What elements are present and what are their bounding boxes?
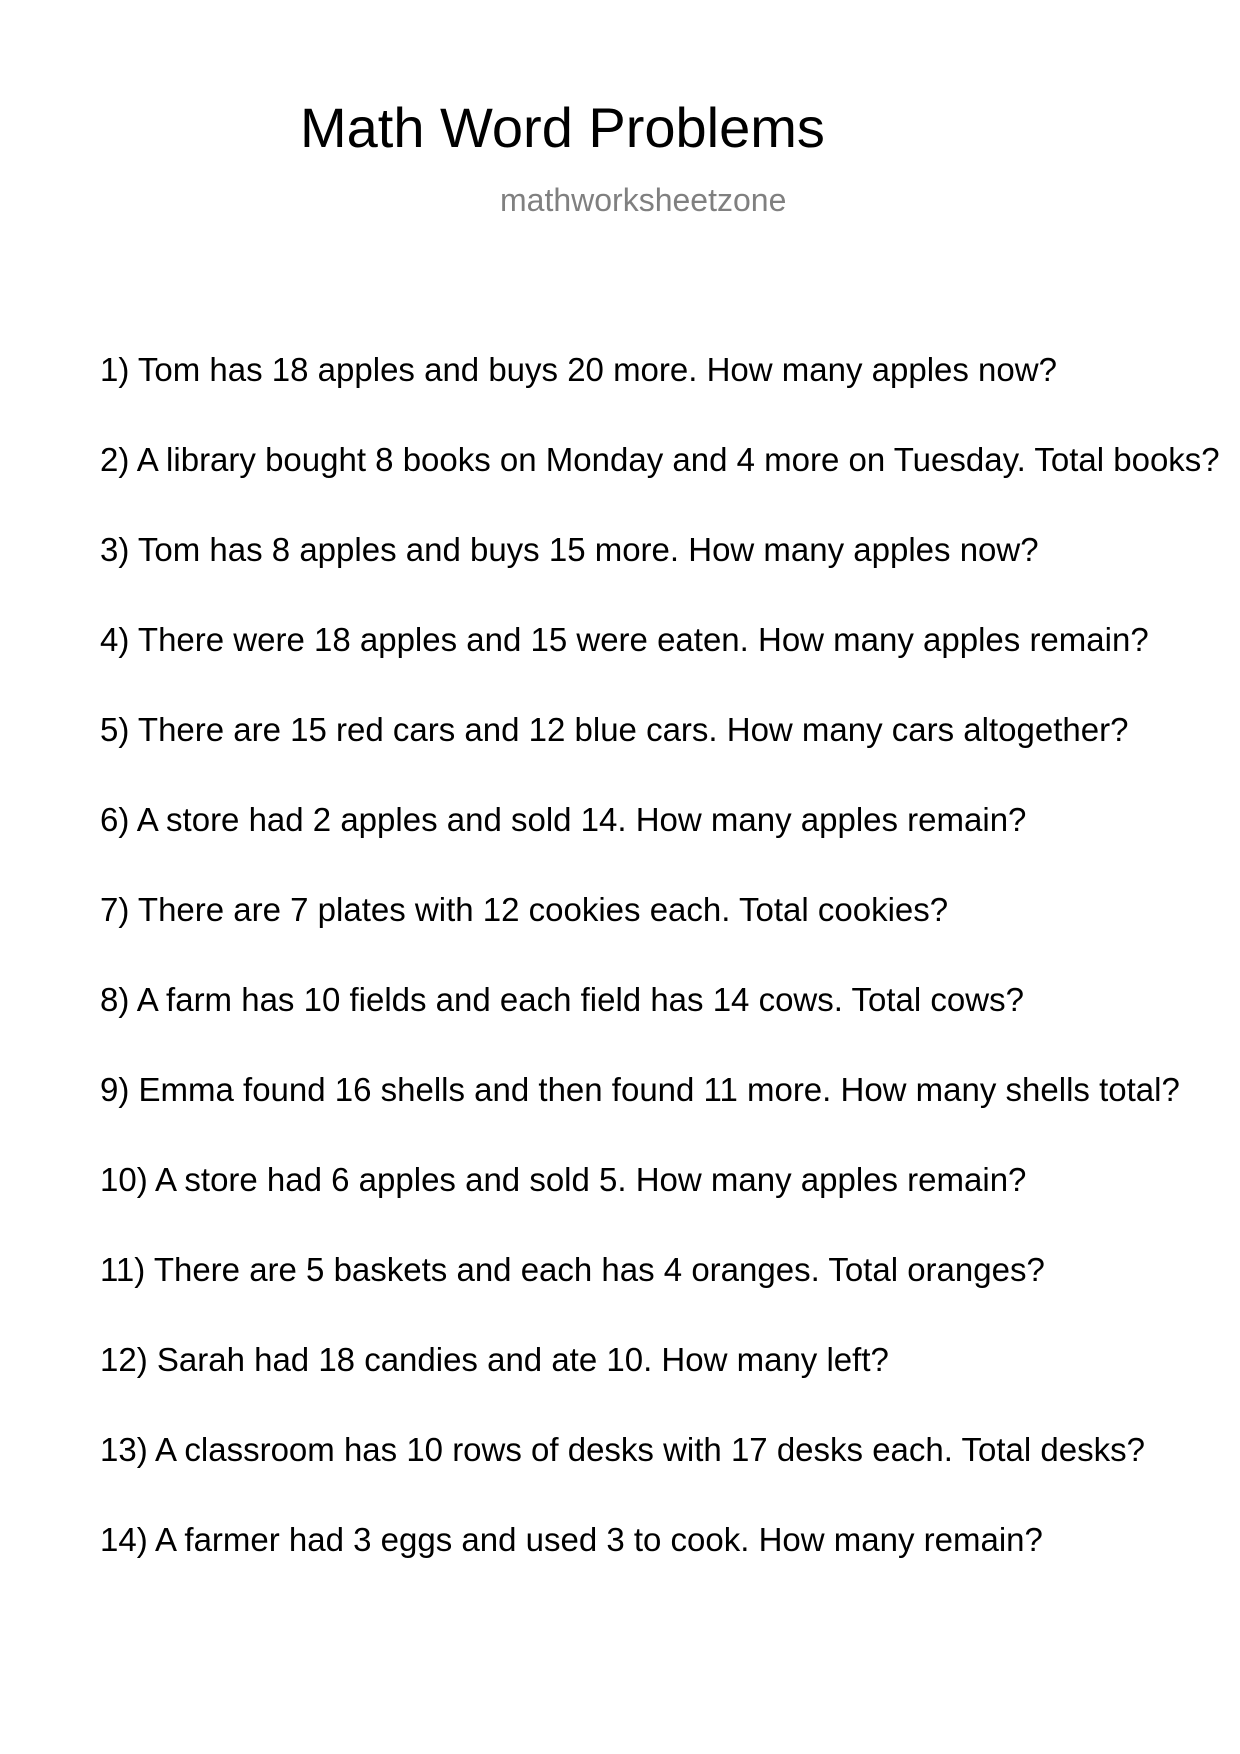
problem-list	[100, 352, 1220, 1612]
problem-item: 6) A store had 2 apples and sold 14. How many apples remain?	[100, 801, 1027, 838]
problem-item: 3) Tom has 8 apples and buys 15 more. How many apples now?	[100, 531, 1039, 568]
problem-item: 7) There are 7 plates with 12 cookies each. Total cookies?	[100, 891, 949, 928]
problem-item: 8) A farm has 10 fields and each field has 14 cows. Total cows?	[100, 981, 1024, 1018]
problem-item: 11) There are 5 baskets and each has 4 oranges. Total oranges?	[100, 1251, 1045, 1288]
page-title: Math Word Problems	[300, 96, 825, 159]
problem-item: 1) Tom has 18 apples and buys 20 more. How many apples now?	[100, 351, 1057, 388]
problem-item: 2) A library bought 8 books on Monday and 4 more on Tuesday. Total books?	[100, 441, 1220, 478]
problem-item: 13) A classroom has 10 rows of desks with 17 desks each. Total desks?	[100, 1431, 1145, 1468]
problem-item: 10) A store had 6 apples and sold 5. How many apples remain?	[100, 1161, 1027, 1198]
problem-item: 5) There are 15 red cars and 12 blue cars. How many cars altogether?	[100, 711, 1129, 748]
problem-item: 9) Emma found 16 shells and then found 11 more. How many shells total?	[100, 1071, 1180, 1108]
source-subtitle: mathworksheetzone	[500, 182, 787, 218]
problem-item: 4) There were 18 apples and 15 were eaten. How many apples remain?	[100, 621, 1149, 658]
problem-item: 12) Sarah had 18 candies and ate 10. How many left?	[100, 1341, 889, 1378]
problem-item: 14) A farmer had 3 eggs and used 3 to cook. How many remain?	[100, 1521, 1043, 1558]
